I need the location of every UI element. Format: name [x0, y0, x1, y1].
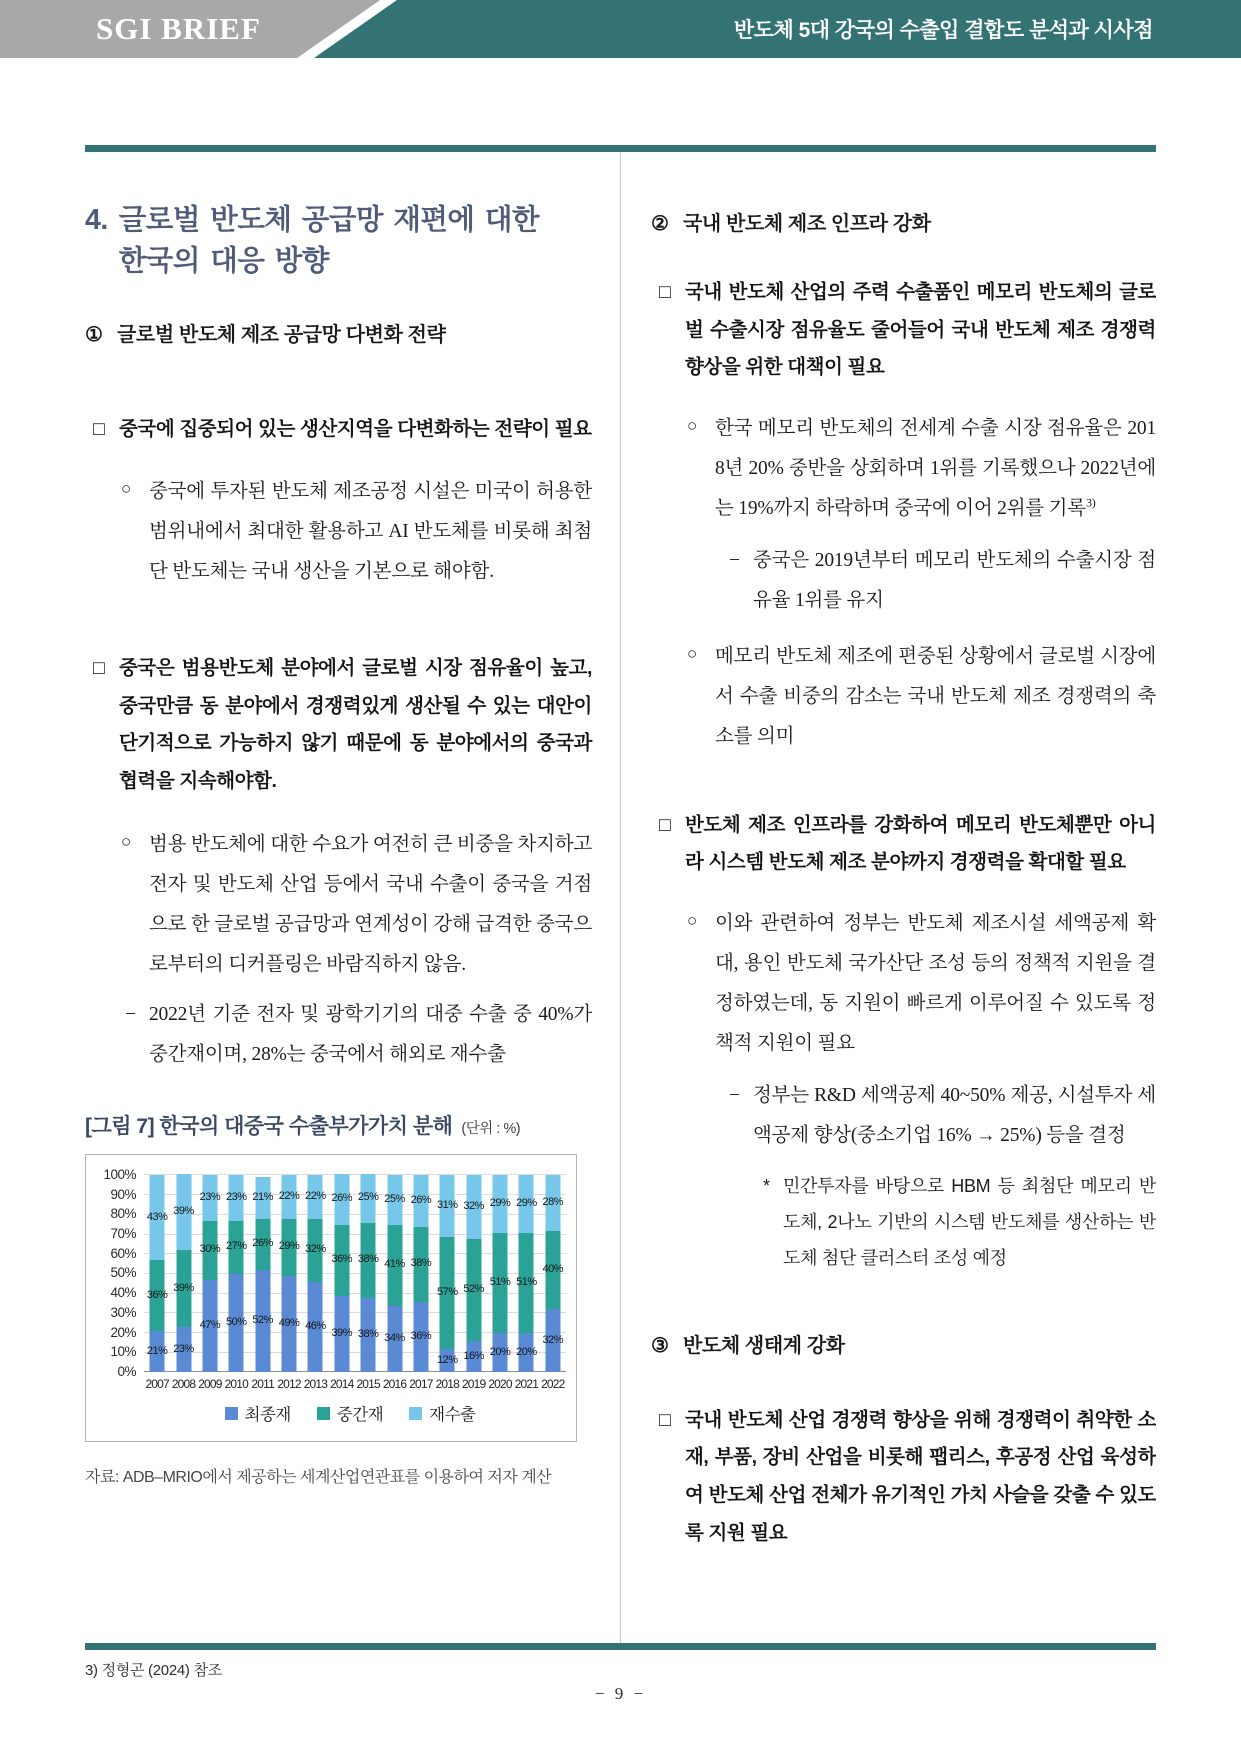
bar-2022 [540, 1175, 566, 1372]
data-label: 40% [542, 1263, 564, 1276]
data-label: 39% [331, 1327, 353, 1340]
data-label: 32% [463, 1200, 484, 1212]
data-label: 32% [305, 1243, 326, 1256]
square-marker-icon: □ [659, 813, 671, 836]
y-tick-label: 70% [110, 1226, 136, 1242]
data-label: 26% [410, 1194, 432, 1207]
data-label: 52% [252, 1314, 273, 1327]
dash-paragraph: − 중국은 2019년부터 메모리 반도체의 수출시장 점유율 1위를 유지 [651, 541, 1156, 621]
data-label: 36% [331, 1253, 353, 1266]
data-label: 23% [199, 1191, 221, 1204]
data-label: 50% [226, 1316, 247, 1329]
bullet-paragraph: □ 중국은 범용반도체 분야에서 글로벌 시장 점유율이 높고, 중국만큼 동 분야에서 경쟁력있게 생산될 수 있는 대안이 단기적으로 가능하지 않기 때문에 동 분야에서의 중국과 협력을 지속해야함. [85, 650, 592, 801]
y-tick-label: 60% [110, 1245, 136, 1261]
bar-2013 [302, 1175, 328, 1372]
sub-bullet-paragraph: ○ 이와 관련하여 정부는 반도체 제조시설 세액공제 확대, 용인 반도체 국가산단 조성 등의 정책적 지원을 결정하였는데, 동 지원이 빠르게 이루어질 수 있도록 정책적 지원이 필요 [651, 904, 1156, 1064]
data-label: 41% [384, 1258, 405, 1271]
bar-2019 [461, 1175, 487, 1372]
data-label: 26% [252, 1237, 273, 1250]
y-tick-label: 20% [110, 1324, 136, 1340]
figure-unit-label: (단위 : %) [461, 1121, 521, 1138]
dash-marker-icon: − [125, 1003, 136, 1025]
stacked-bar [361, 1175, 376, 1372]
data-label: 39% [173, 1281, 194, 1294]
dash-paragraph: − 2022년 기준 전자 및 광학기기의 대중 수출 중 40%가 중간재이며, 28%는 중국에서 해외로 재수출 [85, 995, 592, 1075]
data-label: 47% [199, 1319, 221, 1332]
square-marker-icon: □ [659, 281, 671, 303]
circled-number-icon: ① [85, 323, 103, 346]
data-label: 20% [489, 1345, 511, 1358]
bar-2014 [329, 1175, 355, 1372]
data-label: 39% [173, 1204, 194, 1217]
figure-title: [그림 7] 한국의 대중국 수출부가가치 분해 [85, 1115, 453, 1139]
subsection-3: ③ 반도체 생태계 강화 [651, 1330, 1156, 1362]
data-label: 49% [278, 1317, 300, 1330]
footnote-reference: 3) [1085, 495, 1096, 510]
stacked-bar [255, 1175, 270, 1372]
subsection-2: ② 국내 반도체 제조 인프라 강화 [651, 208, 1156, 240]
dash-paragraph: − 정부는 R&D 세액공제 40~50% 제공, 시설투자 세액공제 향상(중소기업 16% → 25%) 등을 결정 [651, 1076, 1156, 1156]
sub-bullet-paragraph: ○ 중국에 투자된 반도체 제조공정 시설은 미국이 허용한 범위내에서 최대한 활용하고 AI 반도체를 비롯해 최첨단 반도체는 국내 생산을 기본으로 해야함. [85, 472, 592, 592]
document-title: 반도체 5대 강국의 수출입 결합도 분석과 시사점 [733, 19, 1153, 42]
y-tick-label: 90% [110, 1186, 136, 1202]
data-label: 38% [357, 1253, 379, 1266]
data-label: 36% [410, 1330, 432, 1343]
data-label: 12% [437, 1353, 458, 1366]
bar-2016 [381, 1175, 407, 1372]
data-label: 20% [516, 1345, 537, 1358]
y-tick-label: 10% [110, 1344, 136, 1360]
data-label: 29% [489, 1197, 511, 1210]
data-label: 27% [226, 1240, 247, 1253]
data-label: 51% [489, 1275, 511, 1288]
data-label: 22% [305, 1190, 326, 1203]
square-marker-icon: □ [93, 657, 105, 680]
brand-logo: SGI BRIEF [96, 11, 261, 46]
data-label: 43% [146, 1210, 168, 1223]
y-tick-label: 0% [117, 1363, 136, 1379]
circle-marker-icon: ○ [121, 479, 132, 499]
bar-2012 [276, 1175, 302, 1372]
chart-area [94, 1166, 566, 1379]
note-paragraph: * 민간투자를 바탕으로 HBM 등 최첨단 메모리 반도체, 2나노 기반의 시스템 반도체를 생산하는 반도체 첨단 클러스터 조성 예정 [651, 1168, 1156, 1276]
data-label: 57% [437, 1285, 458, 1298]
stacked-bar [282, 1175, 297, 1372]
sub-bullet-paragraph: ○ 범용 반도체에 대한 수요가 여전히 큰 비중을 차지하고 전자 및 반도체 산업 등에서 국내 수출이 중국을 거점으로 한 글로벌 공급망과 연계성이 강해 급격한 중국으로부터의 디커플링은 바람직하지 않음. [85, 825, 592, 985]
x-tick-label: 2007 [145, 1377, 169, 1392]
data-label: 26% [331, 1192, 353, 1205]
figure-source: 자료: ADB–MRIO에서 제공하는 세계산업연관표를 이용하여 저자 계산 [85, 1469, 552, 1487]
bar-2007 [144, 1175, 170, 1372]
x-tick-label: 2017 [409, 1377, 433, 1392]
bottom-rule [85, 1643, 1156, 1650]
page-number: − 9 − [594, 1684, 647, 1703]
bar-2011 [250, 1175, 276, 1372]
data-label: 25% [384, 1193, 405, 1206]
bars-container [144, 1175, 566, 1372]
data-label: 29% [516, 1197, 537, 1210]
section-heading-text: 글로벌 반도체 공급망 재편에 대한 한국의 대응 방향 [118, 204, 539, 278]
top-rule [85, 145, 1156, 152]
circle-marker-icon: ○ [687, 910, 698, 930]
right-column [621, 152, 1156, 1643]
legend-swatch-icon [409, 1407, 422, 1420]
y-tick-label: 80% [110, 1206, 136, 1222]
bar-2021 [513, 1175, 539, 1372]
x-tick-label: 2015 [356, 1377, 380, 1392]
y-tick-label: 50% [110, 1265, 136, 1281]
data-label: 38% [357, 1328, 379, 1341]
x-tick-label: 2011 [251, 1377, 274, 1392]
bullet-paragraph: □ 반도체 제조 인프라를 강화하여 메모리 반도체뿐만 아니라 시스템 반도체 제조 분야까지 경쟁력을 확대할 필요 [651, 807, 1156, 882]
x-tick-label: 2022 [541, 1377, 565, 1392]
data-label: 38% [410, 1257, 432, 1270]
stacked-bar [202, 1175, 217, 1372]
bar-2017 [408, 1175, 434, 1372]
footnote-text: 3) 정형곤 (2024) 참조 [85, 1662, 222, 1679]
data-label: 51% [516, 1275, 537, 1288]
data-label: 30% [199, 1243, 221, 1256]
x-tick-label: 2013 [303, 1377, 328, 1392]
data-label: 23% [226, 1191, 247, 1204]
legend-label: 중간재 [336, 1406, 384, 1425]
x-tick-label: 2020 [488, 1377, 512, 1392]
legend-label: 재수출 [429, 1406, 476, 1425]
legend-swatch-icon [317, 1407, 330, 1420]
bar-2008 [170, 1175, 196, 1372]
circled-number-icon: ② [651, 213, 669, 235]
chart-y-axis [94, 1166, 140, 1379]
two-column-body [85, 152, 1156, 1643]
bullet-paragraph: □ 국내 반도체 산업 경쟁력 향상을 위해 경쟁력이 취약한 소재, 부품, 장비 산업을 비롯해 팹리스, 후공정 산업 육성하여 반도체 산업 전체가 유기적인 가치 사슬을 갖출 수 있도록 지원 필요 [651, 1402, 1156, 1553]
data-label: 22% [278, 1190, 300, 1203]
legend-swatch-icon [225, 1407, 238, 1420]
stacked-bar-chart [85, 1154, 577, 1442]
x-tick-label: 2014 [330, 1377, 354, 1392]
data-label: 52% [463, 1282, 484, 1295]
circled-number-icon: ③ [651, 1334, 669, 1357]
data-label: 21% [146, 1344, 168, 1357]
bar-2020 [487, 1175, 513, 1372]
data-label: 16% [463, 1349, 484, 1362]
x-tick-label: 2010 [224, 1377, 249, 1392]
data-label: 29% [278, 1240, 300, 1253]
legend-item-중간재 [317, 1401, 383, 1425]
left-column [85, 152, 621, 1643]
subsection-1: ① 글로벌 반도체 제조 공급망 다변화 전략 [85, 319, 592, 351]
circle-marker-icon: ○ [121, 831, 132, 851]
circle-marker-icon: ○ [687, 643, 698, 663]
data-label: 32% [542, 1333, 564, 1346]
stacked-bar [308, 1175, 323, 1372]
data-label: 21% [252, 1191, 273, 1204]
y-tick-label: 100% [103, 1166, 136, 1182]
y-tick-label: 40% [110, 1285, 136, 1301]
asterisk-marker-icon: * [763, 1175, 770, 1196]
bar-2018 [434, 1175, 460, 1372]
data-label: 25% [357, 1191, 379, 1204]
x-tick-label: 2018 [435, 1377, 460, 1392]
x-tick-label: 2016 [382, 1377, 407, 1392]
sub-bullet-paragraph: ○ 메모리 반도체 제조에 편중된 상황에서 글로벌 시장에서 수출 비중의 감소는 국내 반도체 제조 경쟁력의 축소를 의미 [651, 637, 1156, 757]
bar-2010 [223, 1175, 249, 1372]
x-tick-label: 2021 [514, 1377, 539, 1392]
square-marker-icon: □ [93, 417, 105, 440]
stacked-bar [334, 1175, 349, 1372]
square-marker-icon: □ [659, 1408, 671, 1431]
header-band [0, 0, 1241, 58]
legend-item-최종재 [225, 1401, 291, 1425]
x-tick-label: 2012 [277, 1377, 301, 1392]
data-label: 28% [542, 1196, 564, 1209]
y-tick-label: 30% [110, 1304, 136, 1320]
chart-legend [134, 1401, 566, 1431]
x-tick-label: 2019 [461, 1377, 486, 1392]
data-label: 36% [146, 1288, 168, 1301]
legend-label: 최종재 [244, 1406, 291, 1425]
x-tick-label: 2008 [171, 1377, 196, 1392]
chart-plot [144, 1175, 566, 1372]
dash-marker-icon: − [729, 1084, 740, 1106]
stacked-bar [150, 1175, 165, 1372]
circle-marker-icon: ○ [687, 415, 698, 435]
bullet-paragraph: □ 중국에 집중되어 있는 생산지역을 다변화하는 전략이 필요 [85, 411, 592, 449]
bar-2015 [355, 1175, 381, 1372]
x-tick-label: 2009 [198, 1377, 222, 1392]
figure-caption [85, 1110, 592, 1140]
section-heading [85, 200, 592, 283]
section-number: 4. [85, 204, 108, 236]
legend-item-재수출 [409, 1401, 475, 1425]
chart-x-axis [144, 1377, 566, 1391]
data-label: 46% [305, 1320, 326, 1333]
data-label: 23% [173, 1342, 194, 1355]
data-label: 31% [437, 1199, 458, 1212]
dash-marker-icon: − [729, 549, 740, 571]
sub-bullet-paragraph: ○ 한국 메모리 반도체의 전세계 수출 시장 점유율은 2018년 20% 중반을 상회하며 1위를 기록했으나 2022년에는 19%까지 하락하며 중국에 이어 2위를 기록$^{3)}$ [651, 409, 1156, 529]
bullet-paragraph: □ 국내 반도체 산업의 주력 수출품인 메모리 반도체의 글로벌 수출시장 점유율도 줄어들어 국내 반도체 제조 경쟁력 향상을 위한 대책이 필요 [651, 274, 1156, 387]
stacked-bar [229, 1175, 244, 1372]
bar-2009 [197, 1175, 223, 1372]
data-label: 34% [384, 1331, 405, 1344]
